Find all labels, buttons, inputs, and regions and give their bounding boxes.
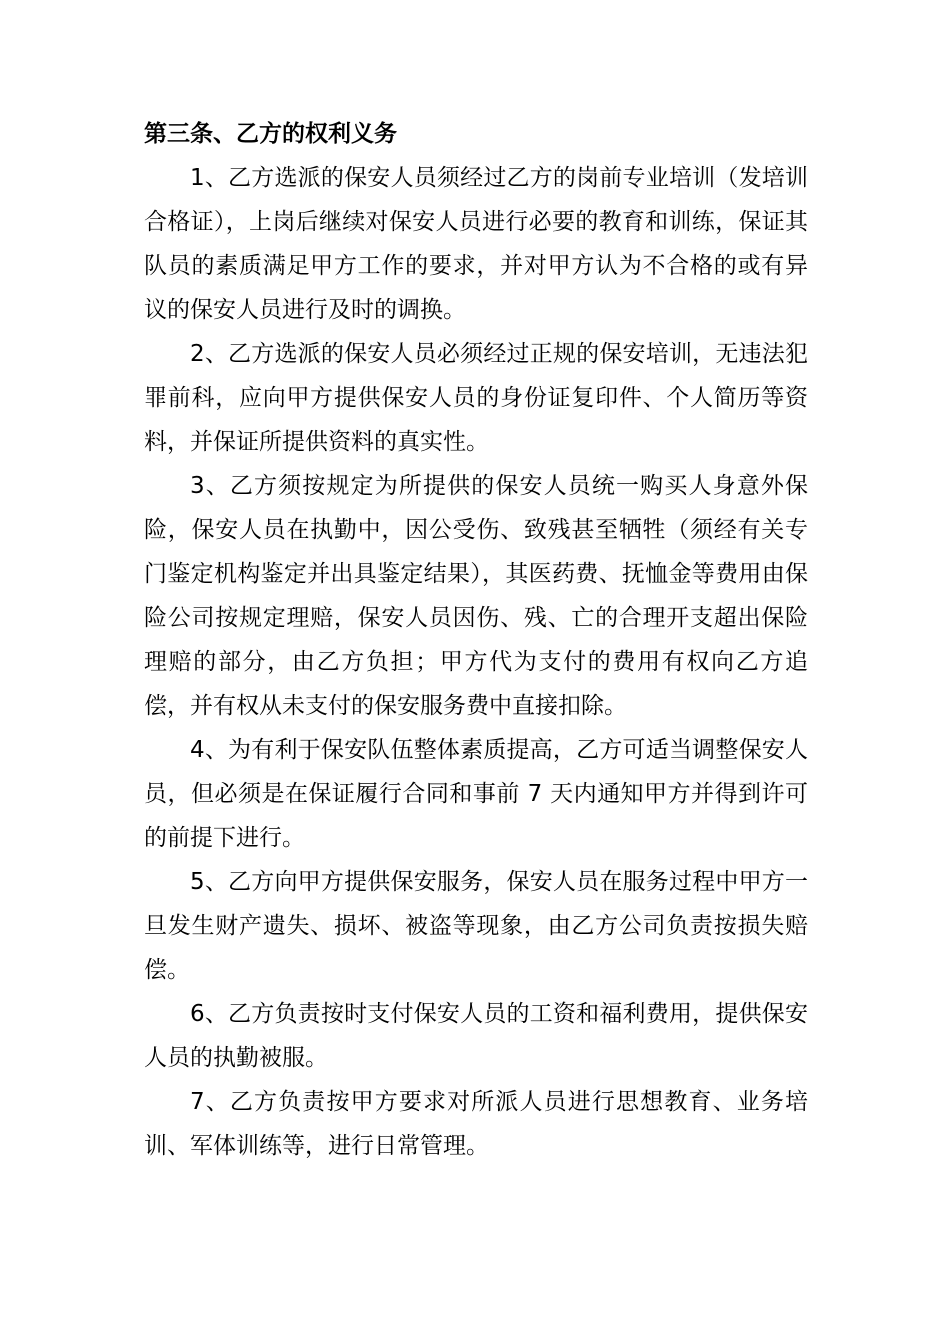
- paragraph-4: 4、为有利于保安队伍整体素质提高，乙方可适当调整保安人员，但必须是在保证履行合同和事前 7 天内通知甲方并得到许可的前提下进行。: [144, 737, 808, 851]
- paragraph-7: 7、乙方负责按甲方要求对所派人员进行思想教育、业务培训、军体训练等，进行日常管理。: [144, 1089, 808, 1159]
- paragraph-2: 2、乙方选派的保安人员必须经过正规的保安培训，无违法犯罪前科，应向甲方提供保安人员的身份证复印件、个人简历等资料，并保证所提供资料的真实性。: [144, 341, 808, 455]
- document-body: [144, 112, 808, 1168]
- paragraph-3: 3、乙方须按规定为所提供的保安人员统一购买人身意外保险，保安人员在执勤中，因公受伤、致残甚至牺牲（须经有关专门鉴定机构鉴定并出具鉴定结果），其医药费、抚恤金等费用由保险公司按规定理赔，保安人员因伤、残、亡的合理开支超出保险理赔的部分，由乙方负担；甲方代为支付的费用有权向乙方追偿，并有权从未支付的保安服务费中直接扣除。: [144, 473, 808, 719]
- section-heading: 第三条、乙方的权利义务: [144, 121, 397, 147]
- paragraph-6: 6、乙方负责按时支付保安人员的工资和福利费用，提供保安人员的执勤被服。: [144, 1001, 808, 1071]
- paragraph-5: 5、乙方向甲方提供保安服务，保安人员在服务过程中甲方一旦发生财产遗失、损坏、被盗等现象，由乙方公司负责按损失赔偿。: [144, 869, 808, 983]
- paragraph-1: 1、乙方选派的保安人员须经过乙方的岗前专业培训（发培训合格证），上岗后继续对保安人员进行必要的教育和训练，保证其队员的素质满足甲方工作的要求，并对甲方认为不合格的或有异议的保安人员进行及时的调换。: [144, 165, 808, 323]
